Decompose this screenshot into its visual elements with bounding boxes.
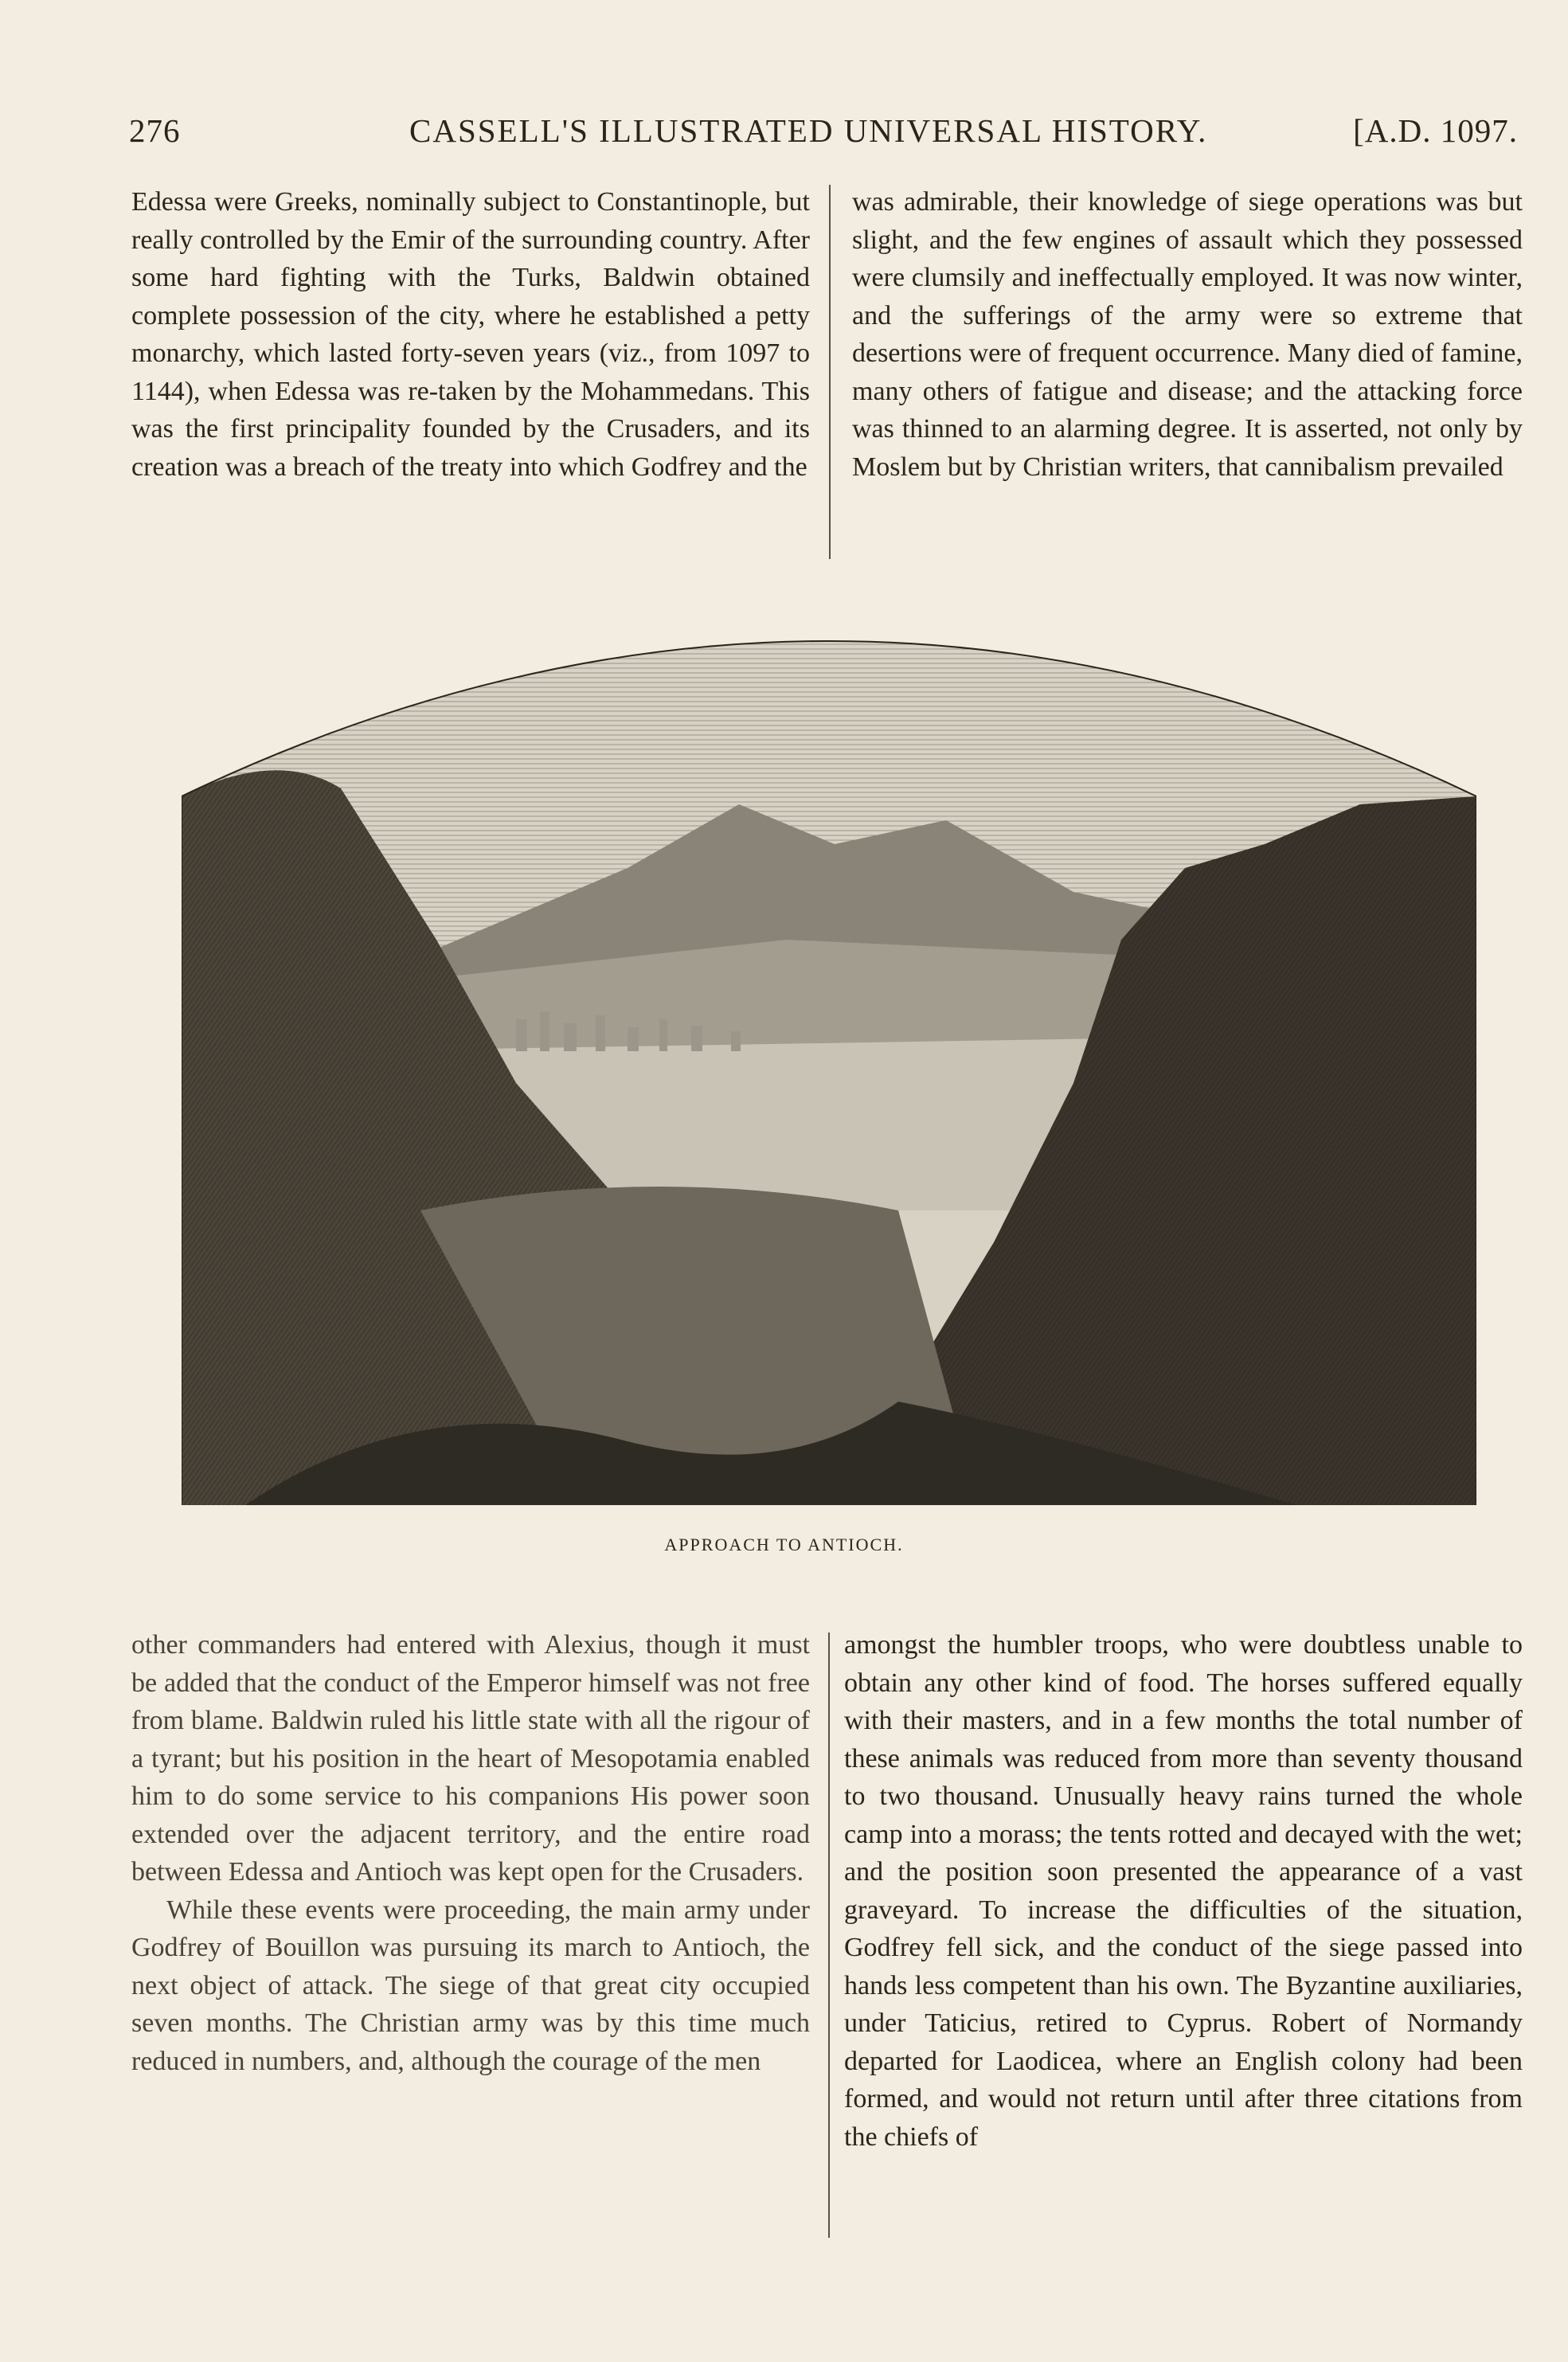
- top-left-column: [131, 183, 810, 486]
- paragraph: amongst the humbler troops, who were doubtless unable to obtain any other kind of food. The horses suffered equally with their masters, and in a few months the total number of these animals was reduced from more than seventy thousand to two thousand. Unusually heavy rains turned the whole camp into a morass; the tents rotted and decayed with the wet; and the position soon presented the appearance of a vast graveyard. To increase the difficulties of the situation, Godfrey fell sick, and the conduct of the siege passed into hands less competent than his own. The Byzantine auxiliaries, under Taticius, retired to Cyprus. Robert of Normandy departed for Laodicea, where an English colony had been formed, and would not return until after three citations from the chiefs of: [844, 1630, 1523, 2152]
- paragraph: Edessa were Greeks, nominally subject to Constantinople, but really controlled by the Emir of the surrounding country. After some hard fighting with the Turks, Baldwin obtained complete possession of the city, where he established a petty monarchy, which lasted forty-seven years (viz., from 1097 to 1144), when Edessa was re-taken by the Mohammedans. This was the first principality founded by the Crusaders, and its creation was a breach of the treaty into which Godfrey and the: [131, 187, 810, 482]
- header-date: [A.D. 1097.: [1353, 112, 1518, 149]
- engraving-approach-to-antioch: [182, 605, 1476, 1505]
- paragraph: was admirable, their knowledge of siege operations was but slight, and the few engines of assault which they possessed were clumsily and ineffectually employed. It was now winter, and the sufferings of the army were so extreme that desertions were of frequent occurrence. Many died of famine, many others of fatigue and disease; and the attacking force was thinned to an alarming degree. It is asserted, not only by Moslem but by Christian writers, that cannibalism prevailed: [852, 187, 1523, 482]
- running-title: CASSELL'S ILLUSTRATED UNIVERSAL HISTORY.: [409, 112, 1208, 149]
- bottom-left-column: [131, 1626, 810, 2080]
- page-number: 276: [129, 112, 181, 149]
- bottom-right-column: [844, 1626, 1523, 2156]
- column-rule: [828, 1633, 830, 2238]
- paragraph: other commanders had entered with Alexius, though it must be added that the conduct of the Emperor himself was not free from blame. Baldwin ruled his little state with all the rigour of a tyrant; but his position in the heart of Mesopotamia enabled him to do some service to his companions His power soon extended over the adjacent territory, and the entire road between Edessa and Antioch was kept open for the Crusaders.: [131, 1630, 810, 1887]
- paragraph: While these events were proceeding, the main army under Godfrey of Bouillon was pursuing its march to Antioch, the next object of attack. The siege of that great city occupied seven months. The Christian army was by this time much reduced in numbers, and, although the courage of the men: [131, 1895, 810, 2076]
- top-right-column: [852, 183, 1523, 486]
- column-rule: [829, 185, 831, 559]
- running-header: [129, 111, 1518, 151]
- illustration-caption: APPROACH TO ANTIOCH.: [664, 1535, 904, 1554]
